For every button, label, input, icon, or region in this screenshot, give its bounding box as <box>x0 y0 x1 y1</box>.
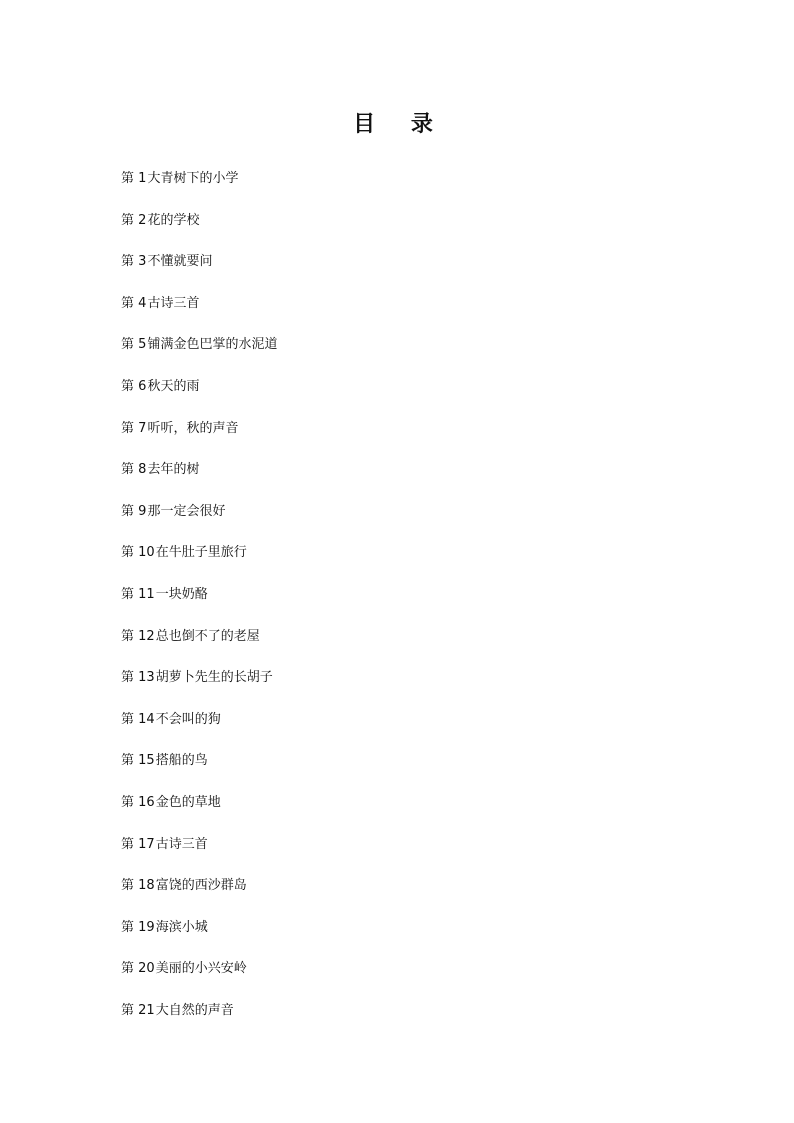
toc-item <box>121 669 277 711</box>
toc-item <box>121 503 277 545</box>
toc-item-number: 14 <box>138 711 155 727</box>
toc-item <box>121 253 277 295</box>
toc-item-number: 6 <box>138 378 147 394</box>
toc-item <box>121 1002 277 1044</box>
toc-item <box>121 544 277 586</box>
toc-item <box>121 919 277 961</box>
toc-item-prefix: 第 <box>121 171 135 186</box>
toc-item-prefix: 第 <box>121 295 135 311</box>
toc-item-title: 大自然的声音 <box>155 1002 234 1018</box>
toc-item-number: 20 <box>138 961 155 977</box>
toc-item-number: 12 <box>138 628 155 644</box>
toc-item-prefix: 第 <box>121 586 135 602</box>
toc-item-title: 去年的树 <box>147 462 200 478</box>
toc-item-title: 金色的草地 <box>155 794 221 810</box>
toc-item-number: 1 <box>138 171 147 186</box>
toc-item-number: 4 <box>138 295 147 311</box>
toc-item-title: 大青树下的小学 <box>147 171 239 186</box>
toc-item-number: 13 <box>138 670 155 686</box>
toc-item <box>121 752 277 794</box>
toc-item-number: 10 <box>138 545 155 561</box>
toc-item <box>121 794 277 836</box>
toc-item-number: 2 <box>138 212 147 228</box>
toc-item <box>121 960 277 1002</box>
toc-item-prefix: 第 <box>121 503 135 519</box>
toc-item-number: 15 <box>138 753 155 769</box>
page-title: 目 录 <box>353 112 447 137</box>
toc-item-title: 美丽的小兴安岭 <box>155 961 247 977</box>
toc-item-number: 17 <box>138 836 155 852</box>
toc-item-title: 古诗三首 <box>155 836 208 852</box>
toc-item-prefix: 第 <box>121 919 135 935</box>
toc-item <box>121 877 277 919</box>
toc-item-title: 花的学校 <box>147 212 200 228</box>
toc-item-title: 听听，秋的声音 <box>147 420 239 436</box>
toc-item-title: 在牛肚子里旅行 <box>155 545 247 561</box>
toc-item-title: 古诗三首 <box>147 295 200 311</box>
toc-item-prefix: 第 <box>121 462 135 478</box>
toc-item <box>121 420 277 462</box>
toc-item-title: 那一定会很好 <box>147 503 226 519</box>
toc-item-number: 5 <box>138 337 147 353</box>
toc-item-title: 一块奶酪 <box>155 586 208 602</box>
toc-item-number: 11 <box>138 586 155 602</box>
toc-item-title: 总也倒不了的老屋 <box>155 628 260 644</box>
toc-item-number: 9 <box>138 503 147 519</box>
toc-item-title: 不懂就要问 <box>147 254 213 270</box>
toc-item-prefix: 第 <box>121 378 135 394</box>
toc-item-number: 16 <box>138 794 155 810</box>
toc-item-prefix: 第 <box>121 878 135 894</box>
toc-item-prefix: 第 <box>121 670 135 686</box>
toc-item-prefix: 第 <box>121 794 135 810</box>
toc-item-title: 海滨小城 <box>155 919 208 935</box>
toc-item-number: 7 <box>138 420 147 436</box>
toc-item-number: 21 <box>138 1002 155 1018</box>
toc-item-number: 18 <box>138 878 155 894</box>
toc-item-title: 秋天的雨 <box>147 378 200 394</box>
toc-item <box>121 212 277 254</box>
toc-item <box>121 711 277 753</box>
toc-item-prefix: 第 <box>121 961 135 977</box>
toc-item-title: 富饶的西沙群岛 <box>155 878 247 894</box>
toc-item <box>121 336 277 378</box>
toc-item-prefix: 第 <box>121 836 135 852</box>
toc-item-number: 8 <box>138 462 147 478</box>
toc-item-title: 铺满金色巴掌的水泥道 <box>147 337 278 353</box>
toc-item-title: 胡萝卜先生的长胡子 <box>155 670 273 686</box>
toc-item-prefix: 第 <box>121 1002 135 1018</box>
toc-item <box>121 836 277 878</box>
toc-item <box>121 295 277 337</box>
toc-item-title: 搭船的鸟 <box>155 753 208 769</box>
toc-item <box>121 628 277 670</box>
toc-item <box>121 378 277 420</box>
toc-item-number: 19 <box>138 919 155 935</box>
toc-item-prefix: 第 <box>121 212 135 228</box>
toc-list <box>121 170 277 1043</box>
toc-item <box>121 586 277 628</box>
toc-item-prefix: 第 <box>121 254 135 270</box>
toc-item-prefix: 第 <box>121 711 135 727</box>
toc-item-prefix: 第 <box>121 753 135 769</box>
toc-item-prefix: 第 <box>121 628 135 644</box>
toc-item <box>121 170 277 212</box>
toc-item <box>121 461 277 503</box>
toc-item-prefix: 第 <box>121 337 135 353</box>
toc-item-number: 3 <box>138 254 147 270</box>
toc-item-prefix: 第 <box>121 545 135 561</box>
toc-item-title: 不会叫的狗 <box>155 711 221 727</box>
toc-item-prefix: 第 <box>121 420 135 436</box>
